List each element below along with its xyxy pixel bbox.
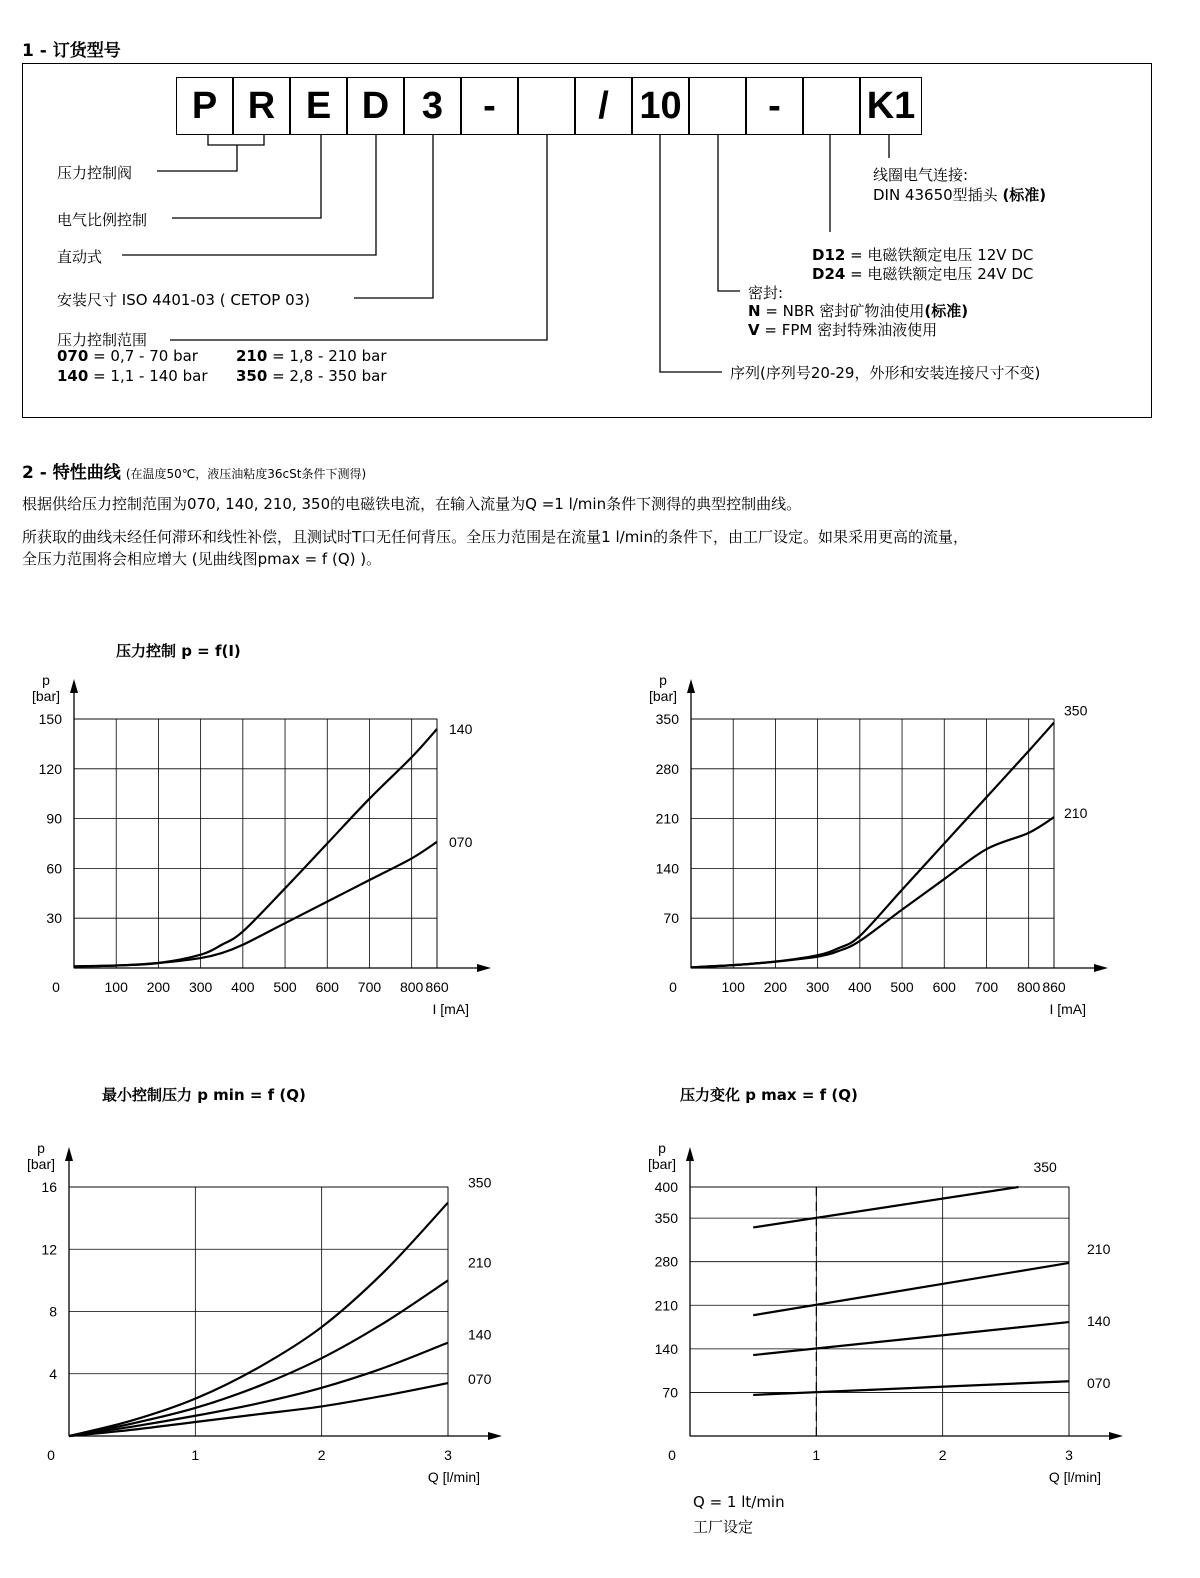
x-axis-arrow xyxy=(488,1432,502,1440)
x-tick-label: 700 xyxy=(357,979,382,995)
series-label-210: 210 xyxy=(1087,1240,1111,1257)
plot-frame xyxy=(690,1187,1069,1436)
y-tick-label: 280 xyxy=(654,1253,678,1270)
series-label-350: 350 xyxy=(468,1174,492,1191)
series-label-350: 350 xyxy=(1033,1159,1057,1175)
y-tick-label: 70 xyxy=(662,1384,678,1401)
x-tick-label: 700 xyxy=(974,979,999,995)
seal-n-value: = NBR 密封矿物油使用 xyxy=(760,302,925,320)
y-tick-label: 8 xyxy=(49,1303,57,1320)
y-tick-label: 350 xyxy=(654,1210,678,1227)
x-tick-label: 1 xyxy=(191,1447,200,1463)
x-tick-label: 800 xyxy=(1016,979,1041,995)
series-line-210 xyxy=(691,817,1054,967)
y-axis-arrow xyxy=(70,679,78,693)
x-axis-label: Q [l/min] xyxy=(1048,1469,1101,1485)
plot-frame xyxy=(74,719,437,968)
range-070-code: 070 xyxy=(57,347,89,365)
y-tick-label: 280 xyxy=(655,760,679,777)
x-tick-label: 0 xyxy=(668,1447,676,1463)
y-tick-label: 150 xyxy=(38,711,62,727)
chart4-title: 压力变化 p max = f (Q) xyxy=(680,1086,858,1104)
range-070-value: = 0,7 - 70 bar xyxy=(88,347,198,365)
y-tick-label: 12 xyxy=(41,1241,57,1258)
label-series: 序列(序列号20-29，外形和安装连接尺寸不变) xyxy=(730,364,1041,382)
seal-n-code: N xyxy=(748,302,761,320)
range-210-code: 210 xyxy=(236,347,268,365)
series-line-140 xyxy=(74,729,437,966)
section2-subtitle: (在温度50℃，液压油粘度36cSt条件下测得) xyxy=(125,467,367,481)
label-proportional: 电气比例控制 xyxy=(57,211,148,229)
x-tick-label: 400 xyxy=(231,979,255,995)
y-axis-label-p: p xyxy=(659,672,667,688)
label-direct: 直动式 xyxy=(57,248,103,266)
chart4-note-factory: 工厂设定 xyxy=(693,1518,754,1536)
y-tick-label: 140 xyxy=(655,860,679,877)
d12-value: = 电磁铁额定电压 12V DC xyxy=(845,246,1034,264)
y-axis-label-p: p xyxy=(37,1140,45,1156)
series-label-350: 350 xyxy=(1064,702,1088,719)
section2-para2b: 全压力范围将会相应增大 (见曲线图pmax = f (Q) )。 xyxy=(22,550,382,568)
label-mount-size: 安装尺寸 ISO 4401-03 ( CETOP 03) xyxy=(57,291,311,309)
section2-para1: 根据供给压力控制范围为070, 140, 210, 350的电磁铁电流，在输入流量为Q =1 l/min条件下测得的典型控制曲线。 xyxy=(22,495,802,513)
series-line-210 xyxy=(69,1280,448,1436)
label-coil-title: 线圈电气连接: xyxy=(873,166,969,184)
section1-title: 1 - 订货型号 xyxy=(22,41,121,61)
series-line-350 xyxy=(753,1187,1018,1227)
code-cell-8: / xyxy=(575,77,632,135)
chart-pressure-control-2 xyxy=(649,672,1108,1017)
x-tick-label: 2 xyxy=(938,1447,947,1463)
y-tick-label: 400 xyxy=(654,1179,678,1195)
chart-max-pressure xyxy=(648,1140,1123,1485)
code-cell-1: P xyxy=(176,77,233,135)
chart-min-pressure xyxy=(27,1140,502,1485)
y-axis-arrow xyxy=(687,679,695,693)
y-axis-label-unit: [bar] xyxy=(26,1156,56,1172)
label-pressure-valve: 压力控制阀 xyxy=(57,164,133,182)
y-axis-arrow xyxy=(65,1147,73,1161)
x-tick-label: 1 xyxy=(812,1447,821,1463)
series-label-140: 140 xyxy=(468,1326,492,1343)
chart3-title: 最小控制压力 p min = f (Q) xyxy=(102,1086,306,1104)
range-140-value: = 1,1 - 140 bar xyxy=(88,367,208,385)
x-tick-label: 2 xyxy=(317,1447,326,1463)
section2-para2a: 所获取的曲线未经任何滞环和线性补偿，且测试时T口无任何背压。全压力范围是在流量1 l/min的条件下，由工厂设定。如果采用更高的流量， xyxy=(22,528,968,546)
code-cell-4: D xyxy=(347,77,404,135)
x-axis-arrow xyxy=(1094,964,1108,972)
y-axis-label-unit: [bar] xyxy=(647,1156,677,1172)
code-cell-9: 10 xyxy=(632,77,689,135)
y-tick-label: 120 xyxy=(38,760,62,777)
series-label-070: 070 xyxy=(449,833,473,850)
code-cell-11: - xyxy=(746,77,803,135)
y-tick-label: 16 xyxy=(41,1179,57,1195)
series-line-070 xyxy=(74,842,437,967)
y-tick-label: 30 xyxy=(46,910,62,927)
chart-pressure-control-1 xyxy=(32,672,491,1017)
y-axis-label-p: p xyxy=(658,1140,666,1156)
y-tick-label: 210 xyxy=(655,810,679,827)
x-tick-label: 500 xyxy=(273,979,297,995)
x-tick-label: 200 xyxy=(763,979,788,995)
x-axis-arrow xyxy=(477,964,491,972)
range-210-value: = 1,8 - 210 bar xyxy=(267,347,387,365)
x-tick-label: 100 xyxy=(721,979,745,995)
seal-v-code: V xyxy=(748,321,760,339)
x-tick-label: 3 xyxy=(444,1447,452,1463)
series-label-140: 140 xyxy=(449,720,473,737)
x-tick-label: 600 xyxy=(932,979,956,995)
x-tick-label: 400 xyxy=(848,979,872,995)
code-cell-2: R xyxy=(233,77,290,135)
series-label-210: 210 xyxy=(1064,805,1088,822)
series-line-070 xyxy=(753,1381,1069,1395)
x-tick-label: 300 xyxy=(188,979,213,995)
x-tick-label: 500 xyxy=(890,979,914,995)
coil-din-text: DIN 43650型插头 xyxy=(873,186,1003,204)
y-tick-label: 90 xyxy=(46,810,62,827)
x-tick-label: 3 xyxy=(1065,1447,1073,1463)
range-350-value: = 2,8 - 350 bar xyxy=(267,367,387,385)
d12-code: D12 xyxy=(812,246,846,264)
x-tick-label: 600 xyxy=(315,979,339,995)
x-tick-label: 0 xyxy=(52,979,60,995)
y-tick-label: 4 xyxy=(49,1365,57,1382)
chart4-note-flow: Q = 1 lt/min xyxy=(693,1493,785,1511)
y-tick-label: 350 xyxy=(655,711,679,727)
y-tick-label: 210 xyxy=(654,1297,678,1314)
x-axis-label: Q [l/min] xyxy=(427,1469,480,1485)
y-axis-arrow xyxy=(686,1147,694,1161)
x-tick-label: 860 xyxy=(425,979,449,995)
series-label-210: 210 xyxy=(468,1254,492,1271)
range-350-code: 350 xyxy=(236,367,268,385)
d24-code: D24 xyxy=(812,265,846,283)
label-range-title: 压力控制范围 xyxy=(57,331,148,349)
seal-v-value: = FPM 密封特殊油液使用 xyxy=(759,321,938,339)
series-label-070: 070 xyxy=(1087,1375,1111,1392)
series-label-140: 140 xyxy=(1087,1313,1111,1330)
section2-title: 2 - 特性曲线 xyxy=(22,463,121,483)
y-tick-label: 60 xyxy=(46,860,62,877)
y-tick-label: 70 xyxy=(663,910,679,927)
seal-n-std: (标准) xyxy=(924,302,969,320)
y-axis-label-unit: [bar] xyxy=(31,688,61,704)
x-axis-label: I [mA] xyxy=(432,1001,469,1017)
series-line-140 xyxy=(753,1322,1069,1355)
x-tick-label: 0 xyxy=(47,1447,55,1463)
x-tick-label: 300 xyxy=(805,979,830,995)
code-cell-5: 3 xyxy=(404,77,461,135)
coil-std-text: (标准) xyxy=(1002,186,1047,204)
x-tick-label: 0 xyxy=(669,979,677,995)
y-axis-label-unit: [bar] xyxy=(648,688,678,704)
range-140-code: 140 xyxy=(57,367,89,385)
code-cell-13: K1 xyxy=(860,77,922,135)
code-cell-3: E xyxy=(290,77,347,135)
d24-value: = 电磁铁额定电压 24V DC xyxy=(845,265,1034,283)
chart1-title: 压力控制 p = f(I) xyxy=(116,642,241,660)
y-axis-label-p: p xyxy=(42,672,50,688)
x-tick-label: 860 xyxy=(1042,979,1066,995)
series-label-070: 070 xyxy=(468,1371,492,1388)
y-tick-label: 140 xyxy=(654,1340,678,1357)
x-tick-label: 200 xyxy=(146,979,171,995)
label-seal-title: 密封: xyxy=(748,284,784,302)
code-cell-6: - xyxy=(461,77,518,135)
x-tick-label: 100 xyxy=(104,979,128,995)
x-axis-label: I [mA] xyxy=(1049,1001,1086,1017)
x-axis-arrow xyxy=(1109,1432,1123,1440)
series-line-210 xyxy=(753,1263,1069,1315)
x-tick-label: 800 xyxy=(399,979,424,995)
